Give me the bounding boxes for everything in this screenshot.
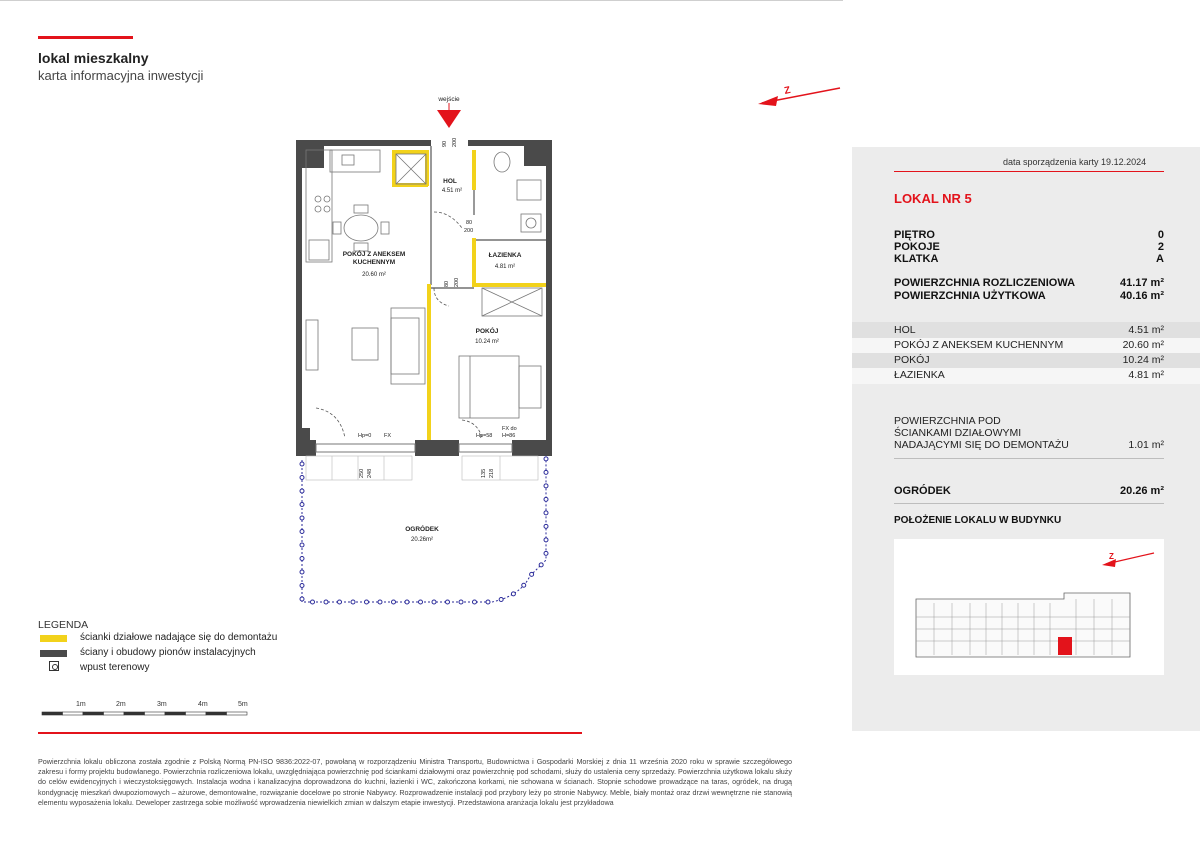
fence-post [300,570,304,574]
fence-post [544,538,548,542]
area-usable-value: 40.16 m² [1119,290,1164,302]
window-bedroom [459,444,512,452]
scale-segment [206,712,227,715]
svg-text:90: 90 [442,140,448,147]
map-north-arrow-icon [1102,552,1154,567]
fence-post [419,600,423,604]
fence-post [300,597,304,601]
room-living-name-1: POKÓJ Z ANEKSEM [342,251,406,258]
partition-label-1: POWIERZCHNIA POD [894,415,1001,427]
fence-post [392,600,396,604]
scale-segment [186,712,207,715]
detail-floor-label: PIĘTRO [894,229,935,241]
fence-post [544,484,548,488]
scale-label: 3m [157,701,167,708]
drain-icon [49,661,59,671]
svg-text:Hp=0: Hp=0 [358,433,372,439]
legend-label-drain: wpust terenowy [80,662,150,673]
garden-label: OGRÓDEK [894,485,951,497]
entrance-label: wejście [438,96,460,103]
fence-post [351,600,355,604]
fence-post [300,584,304,588]
partition-label-3: NADAJĄCYMI SIĘ DO DEMONTAŻU [894,439,1069,451]
scale-label: 2m [116,701,126,708]
detail-stair-label: KLATKA [894,253,939,265]
fence-post [511,592,515,596]
area-usable-label: POWIERZCHNIA UŻYTKOWA [894,290,1046,302]
panel-accent-rule [894,171,1164,172]
fence-post [459,600,463,604]
dining-table [333,205,389,251]
door-swings [316,212,482,438]
room-row-value: 10.24 m² [1122,354,1164,366]
fence-post [300,476,304,480]
svg-text:H=86: H=86 [502,433,516,439]
document-subtitle: karta informacyjna inwestycji [38,68,204,83]
partition-label-2: ŚCIANKAMI DZIAŁOWYMI [894,427,1022,439]
scale-segment [145,712,166,715]
svg-text:Hp=58: Hp=58 [476,433,493,439]
window-living [316,444,415,452]
svg-text:80: 80 [444,280,450,287]
scale-segment [83,712,104,715]
fence-post [544,497,548,501]
outer-walls [296,137,552,456]
footer-accent-rule [38,732,582,734]
hall-cabinet [396,154,426,184]
unit-highlight [1058,637,1072,655]
fence-post [378,600,382,604]
svg-text:218: 218 [489,468,495,478]
room-bath-area: 4.81 m² [494,264,516,270]
svg-text:Z: Z [1109,552,1114,561]
fence-post [522,583,526,587]
fence-post [544,551,548,555]
room-row-label: ŁAZIENKA [894,369,945,381]
room-row-label: POKÓJ Z ANEKSEM KUCHENNYM [894,339,1064,351]
svg-text:FX do: FX do [502,426,517,432]
legend-label-partition: ścianki działowe nadające się do demontażu [80,632,278,643]
building-location-map [894,539,1164,675]
svg-text:200: 200 [454,277,460,287]
entrance-arrow-icon [437,110,461,128]
partition-value: 1.01 m² [1128,439,1164,451]
divider [894,503,1164,504]
fence-post [300,543,304,547]
fence-post [338,600,342,604]
building-outline [894,539,1164,675]
fence-post [300,503,304,507]
area-billing-label: POWIERZCHNIA ROZLICZENIOWA [894,277,1076,289]
fence-post [544,524,548,528]
scale-label: 5m [238,701,248,708]
door-labels [358,138,517,478]
scale-label: 1m [76,701,86,708]
footnote: Powierzchnia lokalu obliczona została zgodnie z Polską Normą PN-ISO 9836:2022-07, powołaną w rozporządzeniu Ministra Transportu, Budownictwa i Gospodarki Morskiej z dnia 11 września 2020 roku w sprawie szczegółowego zakresu i formy projektu budowlanego. Powierzchnia rozliczeniowa lokalu, uwzględniająca powierzchnię pod ściankami działowymi oraz powierzchnię pod schodami, służy do ustalenia ceny sprzedaży. Powierzchnia użytkowa lokalu służy do celów ewidencyjnych i wieczystoksięgowych. Instalacja wodna i kanalizacyjna doprowadzona do kuchni, łazienki i WC, zakończona korkami, nie schowana w ścianach. Stopnie schodowe prowadzące na taras, ogródek, na drugą kondygnację mieszkań dwupoziomowych – ażurowe, demontowalne, rozwiązanie docelowe po stronie Nabywcy. Rozprowadzenie instalacji pod przybory leży po stronie Nabywcy. Meble, biały montaż oraz drzwi wewnętrzne nie stanowią elementu wyposażenia lokalu. Deweloper zastrzega sobie możliwość wprowadzenia niewielkich zmian w dalszym etapie inwestycji. Przedstawiona aranżacja lokalu jest przykładowa [38,757,792,807]
scale-segment [165,712,186,715]
detail-rooms-value: 2 [1157,241,1164,253]
scale-segment [124,712,145,715]
fence-post [300,557,304,561]
location-title: POŁOŻENIE LOKALU W BUDYNKU [894,515,1062,526]
fence-post [486,600,490,604]
legend-label-walls: ściany i obudowy pionów instalacyjnych [80,647,256,658]
garden-value: 20.26 m² [1119,485,1164,497]
room-row-label: HOL [894,324,916,336]
room-row-value: 4.81 m² [1128,369,1164,381]
svg-text:Z: Z [783,84,792,97]
terrace-tiles [306,456,538,480]
room-living-area: 20.60 m² [362,272,386,278]
fence-post [300,462,304,466]
fence-post [324,600,328,604]
fence-post [473,600,477,604]
unit-title: LOKAL NR 5 [894,191,972,206]
fence-post [446,600,450,604]
fence-post [544,470,548,474]
area-billing-value: 41.17 m² [1119,277,1164,289]
legend-swatch-walls [40,650,67,657]
card-date: data sporządzenia karty 19.12.2024 [1003,157,1147,167]
room-row-value: 4.51 m² [1128,324,1164,336]
room-hol-name: HOL [443,178,457,185]
fence-post [530,572,534,576]
svg-text:200: 200 [452,137,458,147]
fence-post [311,600,315,604]
fence-post [405,600,409,604]
svg-text:250: 250 [359,468,365,478]
svg-text:FX: FX [384,433,392,439]
fence-post [432,600,436,604]
room-labels [343,178,522,543]
svg-text:80: 80 [466,220,473,226]
svg-text:200: 200 [464,228,474,234]
fence-post [300,489,304,493]
fence-post [300,530,304,534]
scale-segment [227,712,248,715]
room-bath-name: ŁAZIENKA [488,252,522,259]
room-bedroom-area: 10.24 m² [475,339,499,345]
svg-text:135: 135 [481,468,487,478]
legend-title: LEGENDA [38,619,89,631]
scale-label: 4m [198,701,208,708]
detail-rooms-label: POKOJE [894,241,940,253]
sofa [352,308,425,384]
legend-swatch-partition [40,635,67,642]
bed [459,356,541,418]
room-garden-name: OGRÓDEK [405,526,439,533]
scale-segment [104,712,125,715]
detail-floor-value: 0 [1157,229,1164,241]
wardrobe [482,288,542,316]
north-arrow-icon [758,85,840,106]
interior-walls [431,146,546,288]
scale-bar [40,700,260,720]
detail-stair-value: A [1156,253,1164,265]
room-garden-area: 20.26m² [410,537,434,543]
divider [894,458,1164,459]
fence-post [539,563,543,567]
fence-post [544,511,548,515]
room-hol-area: 4.51 m² [441,188,463,194]
fence-post [544,457,548,461]
svg-text:248: 248 [367,468,373,478]
room-row-label: POKÓJ [894,354,930,366]
scale-segment [63,712,84,715]
room-living-name-2: KUCHENNYM [352,259,396,266]
room-row-value: 20.60 m² [1122,339,1164,351]
removable-partitions [392,150,546,440]
fence-post [300,516,304,520]
room-bedroom-name: POKÓJ [475,328,499,335]
fence-post [499,598,503,602]
fence-post [365,600,369,604]
scale-segment [42,712,63,715]
document-title: lokal mieszkalny [38,50,149,66]
